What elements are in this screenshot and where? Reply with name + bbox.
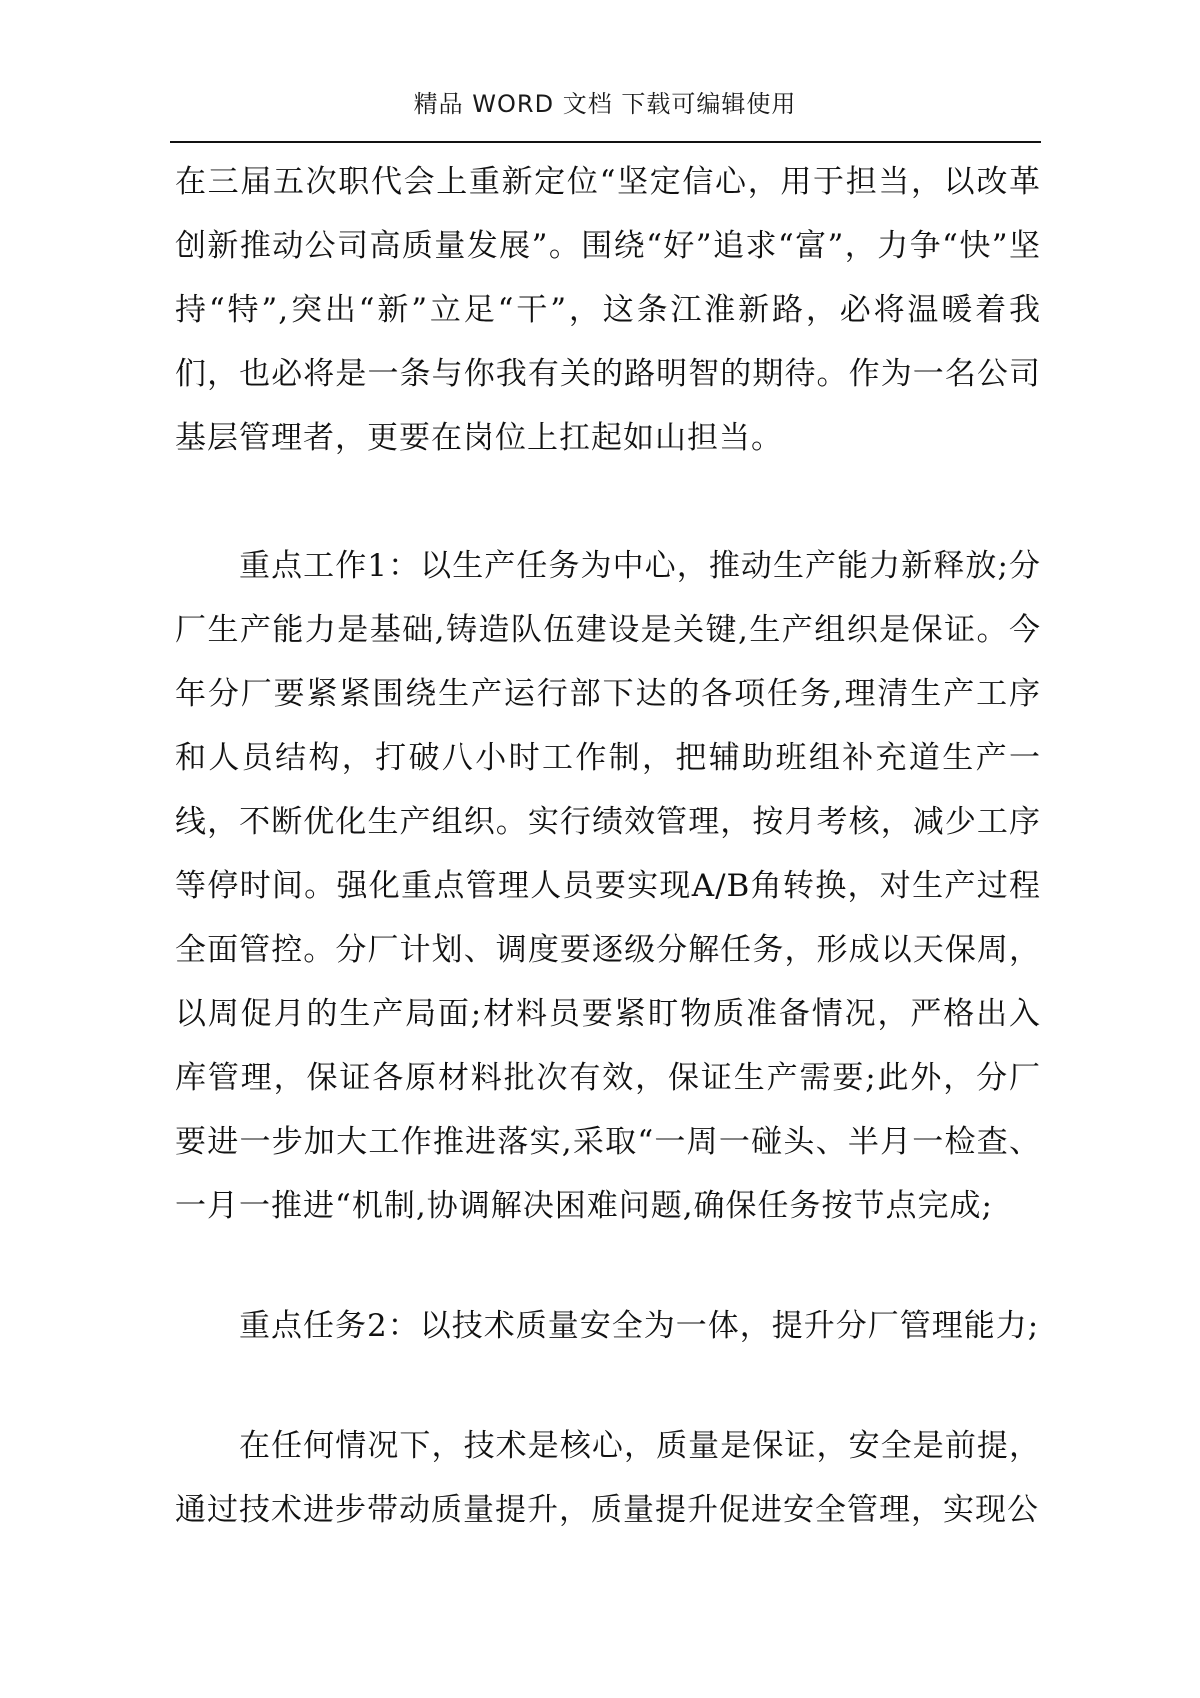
header-divider [170, 141, 1041, 143]
paragraph-key-task-2-body: 在任何情况下，技术是核心，质量是保证，安全是前提，通过技术进步带动质量提升，质量提升促进安全管理，实现公 [175, 1428, 1041, 1528]
paragraph-intro: 在三届五次职代会上重新定位“坚定信心，用于担当，以改革创新推动公司高质量发展”。围绕“好”追求“富”，力争“快”坚持“特”,突出“新”立足“干”，这条江淮新路，必将温暖着我们，也必将是一条与你我有关的路明智的期待。作为一名公司基层管理者，更要在岗位上扛起如山担当。 [175, 164, 1041, 456]
document-body [175, 150, 1041, 1542]
paragraph-key-task-2-heading: 重点任务2：以技术质量安全为一体，提升分厂管理能力; [239, 1308, 1040, 1344]
page-header: 精品 WORD 文档 下载可编辑使用 [413, 90, 797, 118]
paragraph-key-work-1: 重点工作1：以生产任务为中心，推动生产能力新释放;分厂生产能力是基础,铸造队伍建设是关键,生产组织是保证。今年分厂要紧紧围绕生产运行部下达的各项任务,理清生产工序和人员结构，打破八小时工作制，把辅助班组补充道生产一线，不断优化生产组织。实行绩效管理，按月考核，减少工序等停时间。强化重点管理人员要实现A/B角转换，对生产过程全面管控。分厂计划、调度要逐级分解任务，形成以天保周，以周促月的生产局面;材料员要紧盯物质准备情况，严格出入库管理，保证各原材料批次有效，保证生产需要;此外，分厂要进一步加大工作推进落实,采取“一周一碰头、半月一检查、一月一推进“机制,协调解决困难问题,确保任务按节点完成; [175, 548, 1041, 1224]
